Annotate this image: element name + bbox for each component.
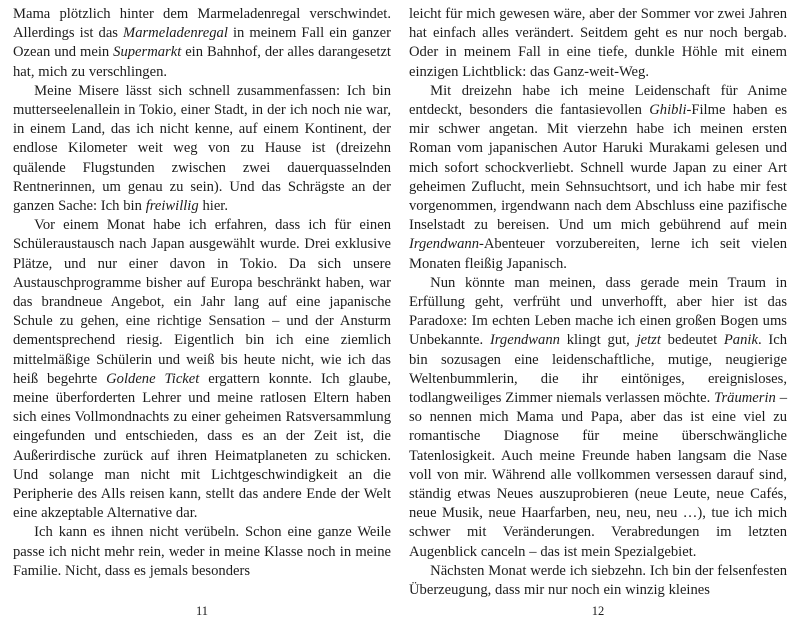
body-text: Nun könnte man meinen, dass gerade mein Traum in Erfüllung geht, verfrüht und unverhofft, aber hier ist das Paradoxe: Im echten Leben mache ich einen großen Bogen ums Unbekannte. (409, 274, 787, 349)
paragraph (409, 274, 787, 562)
italic-text: Irgendwann (489, 332, 560, 349)
body-text: leicht für mich gewesen wäre, aber der Sommer vor zwei Jahren hat einfach alles verändert. Seitdem geht es nur noch bergab. Oder in meinem Fall in eine tiefe, dunkle Höhle mit einem einzigen Lichtblick: das Ganz-weit-Weg. (409, 6, 787, 80)
paragraph (13, 523, 391, 581)
page-right-text (409, 5, 787, 600)
body-text: Vor einem Monat habe ich erfahren, dass ich für einen Schüleraustausch nach Japan ausgewählt wurde. Drei exklusive Plätze, und nur einer davon in Tokio. Da sich unsere Austauschprogramme bisher auf Europa beschränkt haben, war das brandneue Angebot, ein Jahr lang auf eine japanische Schule zu gehen, eine richtige Sensation – und der Ansturm dementsprechend riesig. Eigentlich bin ich eine ziemlich mittelmäßige Schülerin und weiß bis heute nicht, wie ich das heiß begehrte (13, 217, 391, 387)
italic-text: Irgendwann (409, 236, 479, 253)
body-text: Nächsten Monat werde ich siebzehn. Ich bin der felsenfesten Überzeugung, dass mir nur noch ein winzig kleines (409, 562, 787, 599)
body-text: klingt gut, (559, 332, 637, 349)
body-text: Mama plötzlich hinter dem Marmeladenregal verschwindet. Allerdings ist das (13, 6, 391, 42)
italic-text: jetzt (636, 332, 661, 349)
body-text: . Ich bin sozusagen eine leidenschaftliche, mutige, neugierige Weltenbummlerin, die ihr eintöniges, ereignisloses, todlangweiliges Zimmer niemals verlassen möchte. (409, 332, 787, 407)
italic-text: Ghibli (649, 102, 687, 119)
italic-text: freiwillig (145, 198, 199, 215)
page-right (409, 5, 787, 620)
italic-text: Marmeladenregal (123, 25, 228, 42)
body-text: in meinem Fall ein ganzer Ozean und mein (13, 25, 391, 61)
paragraph (409, 5, 787, 82)
body-text: Ich kann es ihnen nicht verübeln. Schon eine ganze Weile passe ich nicht mehr rein, weder in meine Klasse noch in meine Familie. Nicht, dass es jemals besonders (13, 524, 391, 579)
italic-text: Panik (723, 332, 758, 349)
paragraph (409, 562, 787, 600)
body-text: – so nennen mich Mama und Papa, aber das ist eine viel zu romantische Diagnose für meine überschwängliche Tatenlosigkeit. Auch meine Freunde haben langsam die Nase voll von mir. Während alle vollkommen versessen darauf sind, ständig etwas Neues auszuprobieren (neue Leute, neue Cafés, neue Musik, neue Haarfarben, neu, neu, neu …), tue ich mich schwer mit Veränderungen. Verabredungen im letzten Augenblick canceln – das ist mein Spezialgebiet. (409, 390, 788, 560)
body-text: hier. (198, 198, 228, 215)
italic-text: Supermarkt (113, 44, 182, 61)
paragraph (13, 82, 391, 216)
body-text: Mit dreizehn habe ich meine Leidenschaft für Anime entdeckt, besonders die fantasievollen (409, 82, 787, 119)
page-left-number: 11 (195, 604, 209, 618)
paragraph (409, 82, 787, 274)
body-text: Meine Misere lässt sich schnell zusammenfassen: Ich bin mutterseelenallein in Tokio, einer Stadt, in der ich noch nie war, in einem Land, das ich nicht kenne, auf einem Kontinent, der endlose Kilometer weit weg von zu Hause ist (dreizehn quälende Flugstunden zwischen zwei dauerquasselnden Rentnerinnen, um genau zu sein). Und das Schrägste an der ganzen Sache: Ich bin (13, 82, 391, 215)
paragraph (13, 5, 391, 82)
italic-text: Goldene Ticket (106, 370, 200, 387)
page-right-number: 12 (591, 604, 605, 618)
page-left (13, 5, 391, 620)
paragraph (13, 216, 391, 523)
body-text: bedeutet (660, 332, 724, 349)
body-text: ergattern konnte. Ich glaube, meine überforderten Lehrer und meine ratlosen Eltern haben sich eines Vollmondnachts zu einer geheimen Ratsversammlung eingefunden und entschieden, dass es an der Zeit ist, die Außerirdische zurück auf ihren Heimatplaneten zu schicken. Und solange man nicht mit Lichtgeschwindigkeit an die Peripherie des Alls reisen kann, stellt das andere Ende der Welt eine akzeptable Alternative dar. (13, 370, 392, 522)
body-text: -Filme haben es mir schwer angetan. Mit vierzehn habe ich meinen ersten Roman vom japanischen Autor Haruki Murakami gelesen und mich sofort schockverliebt. Schnell wurde Japan zu einer Art geheimen Zuflucht, mein Sehnsuchtsort, und ich habe mir fest vorgenommen, irgendwann nach dem Abschluss eine pazifische Inselstadt zu bereisen. Und um mich gebührend auf mein (409, 102, 787, 234)
italic-text: Träumerin (714, 390, 776, 407)
page-left-text (13, 5, 391, 581)
body-text: ein Bahnhof, der alles darangesetzt hat, mich zu verschlingen. (13, 44, 391, 80)
body-text: -Abenteuer vorzubereiten, lerne ich seit vielen Monaten fleißig Japanisch. (409, 236, 787, 272)
